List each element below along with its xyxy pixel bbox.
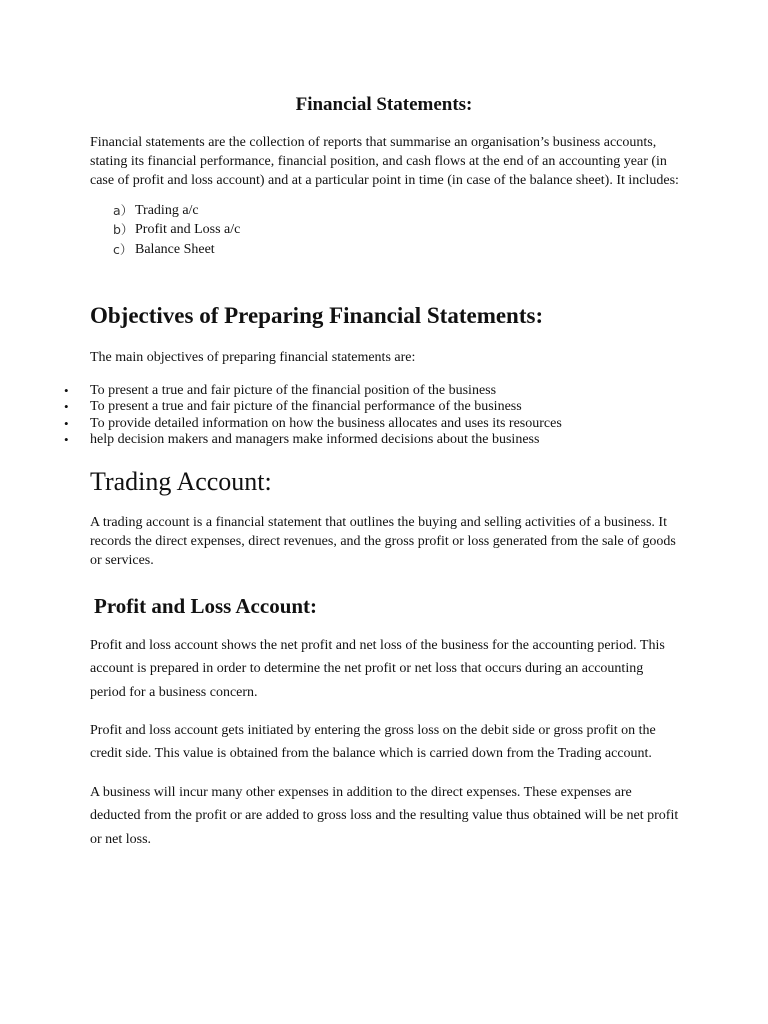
objectives-bullet-list [64,383,562,448]
list-item [64,432,562,448]
list-item-text: To present a true and fair picture of the financial position of the business [90,383,497,398]
bullet-marker: • [64,415,69,431]
financial-statements-intro: Financial statements are the collection of reports that summarise an organisation’s business accounts, stating its financial performance, financial position, and cash flows at the end of an accounting year (in case of profit and loss account) and at a particular point in time (in case of the balance sheet). It includes: [90,135,679,188]
list-item-text: Trading a/c [135,203,199,218]
trading-account-body: A trading account is a financial statement that outlines the buying and selling activities of a business. It records the direct expenses, direct revenues, and the gross profit or loss generated from the sale of goods or services. [90,515,676,568]
list-item [64,383,562,399]
profit-loss-heading: Profit and Loss Account: [94,594,318,618]
objectives-intro: The main objectives of preparing financial statements are: [90,350,416,365]
list-item-text: To provide detailed information on how the business allocates and uses its resources [90,415,562,431]
list-item-text: To present a true and fair picture of the financial performance of the business [90,399,522,415]
profit-loss-paragraph: A business will incur many other expenses in addition to the direct expenses. These expenses are deducted from the profit or are added to gross loss and the resulting value thus obtained will be net profit or net loss. [90,785,679,847]
list-item-text: help decision makers and managers make informed decisions about the business [90,431,540,447]
bullet-marker: • [64,399,69,415]
list-item-text: Profit and Loss a/c [135,222,241,238]
list-item [113,201,240,220]
profit-loss-paragraph: Profit and loss account gets initiated by entering the gross loss on the debit side or gross profit on the credit side. This value is obtained from the balance which is carried down from the Trading account. [90,723,656,762]
objectives-heading: Objectives of Preparing Financial Statements: [90,303,544,328]
bullet-marker: • [64,431,69,447]
bullet-marker: • [64,383,69,398]
trading-account-heading: Trading Account: [90,467,272,496]
list-marker: a） [113,203,134,218]
list-marker: b） [113,222,134,238]
profit-loss-paragraph: Profit and loss account shows the net profit and net loss of the business for the accounting period. This account is prepared in order to determine the net profit or net loss that occurs during an accounting period for a business concern. [90,638,665,700]
list-item [64,416,562,432]
list-item [113,240,240,259]
list-item-text: Balance Sheet [135,241,215,257]
list-item [113,220,240,239]
financial-statements-title: Financial Statements: [295,94,473,115]
includes-list [113,201,240,259]
list-item [64,399,562,415]
list-marker: c） [113,241,133,257]
